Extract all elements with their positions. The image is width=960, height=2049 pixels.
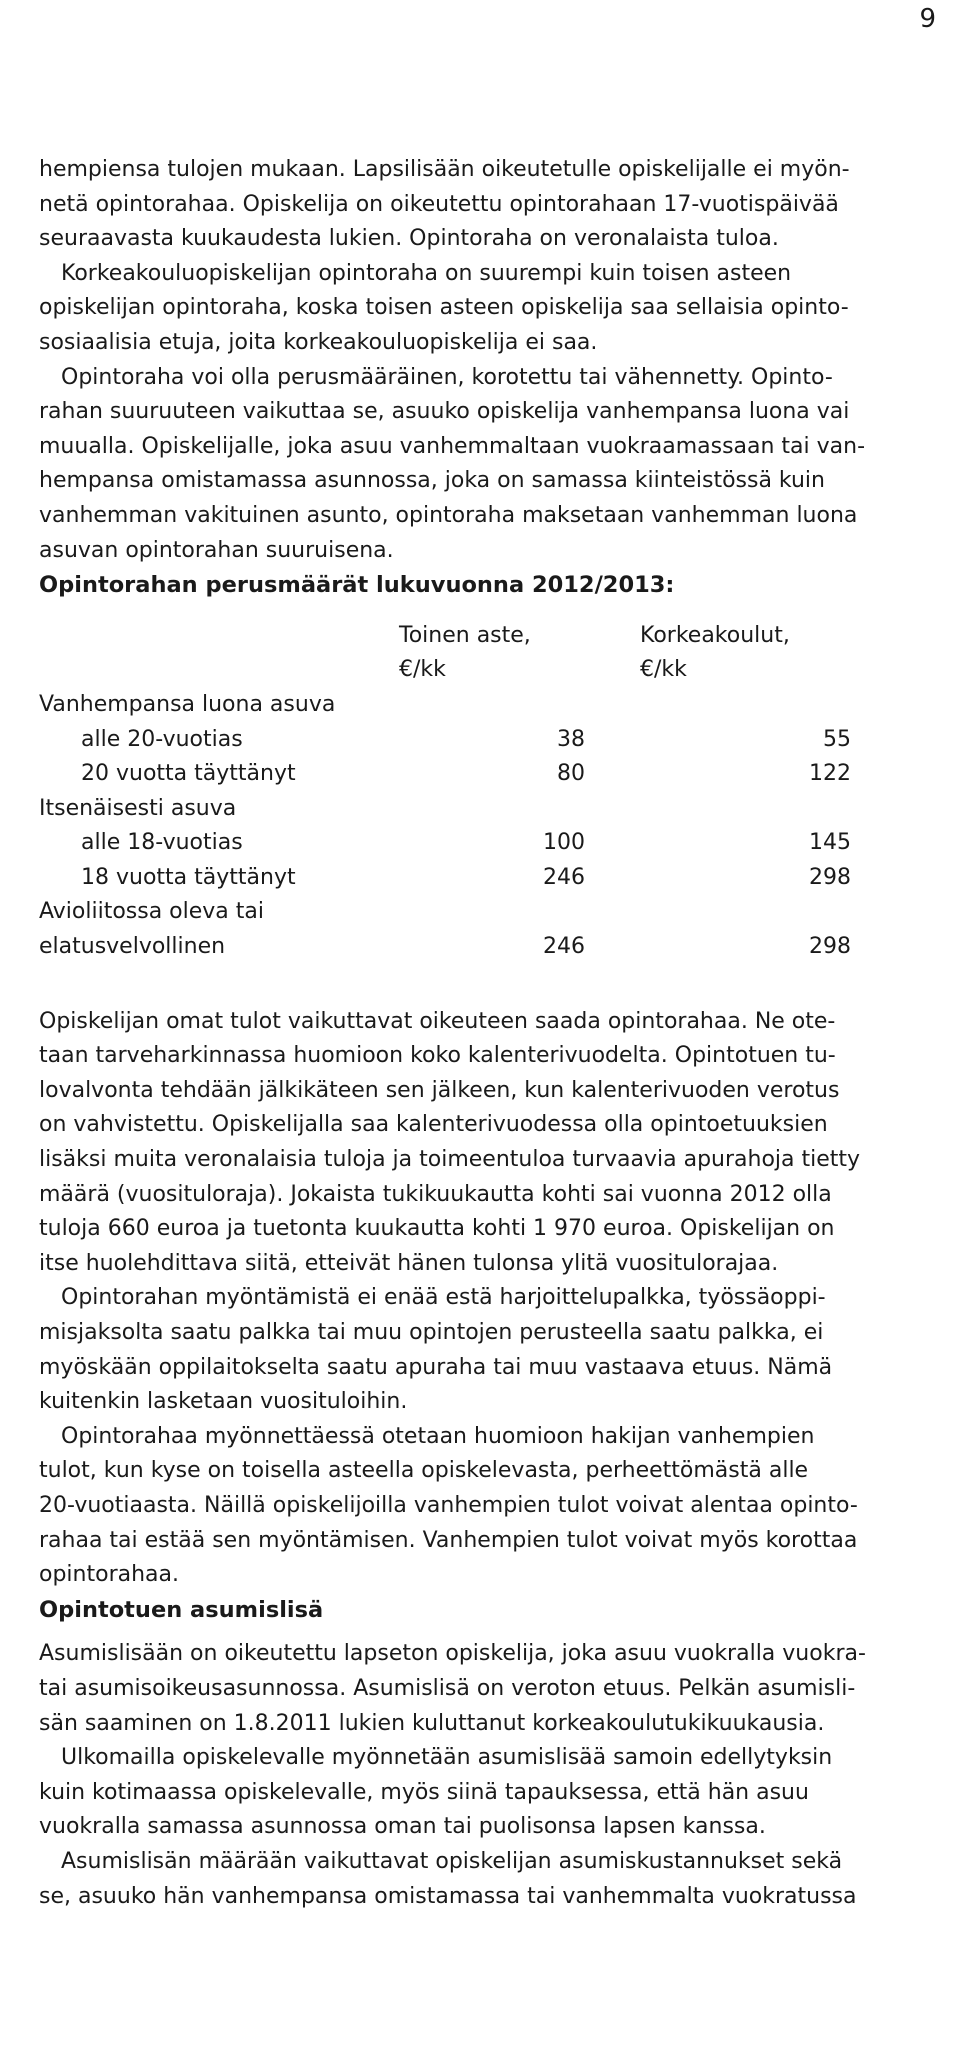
text-line: rahaa tai estää sen myöntämisen. Vanhempien tulot voivat myös korottaa: [39, 1527, 858, 1553]
higher-ed-value: 122: [809, 761, 851, 787]
text-line: Asumislisän määrään vaikuttavat opiskelijan asumiskustannukset sekä: [61, 1848, 843, 1874]
table-body: [39, 688, 949, 965]
text-line: Ulkomailla opiskelevalle myönnetään asumislisää samoin edellytyksin: [61, 1745, 833, 1771]
page-number: 9: [919, 4, 936, 34]
text-line: Opiskelijan omat tulot vaikuttavat oikeuteen saada opintorahaa. Ne ote-: [39, 1008, 836, 1034]
text-line: taan tarveharkinnassa huomioon koko kalenterivuodelta. Opintotuen tu-: [39, 1043, 836, 1069]
table-row: [39, 861, 949, 896]
table-row: [39, 895, 949, 930]
text-line: vuokralla samassa asunnossa oman tai puolisonsa lapsen kanssa.: [39, 1814, 766, 1840]
text-line: rahan suuruuteen vaikuttaa se, asuuko opiskelija vanhempansa luona vai: [39, 399, 850, 425]
text-line: asuvan opintorahan suuruisena.: [39, 537, 394, 563]
text-line: itse huolehdittava siitä, etteivät hänen tulonsa ylitä vuositulorajaa.: [39, 1250, 779, 1276]
table-row: [39, 930, 949, 965]
text-line: on vahvistettu. Opiskelijalla saa kalenterivuodessa olla opintoetuuksien: [39, 1112, 828, 1138]
text-line: määrä (vuosituloraja). Jokaista tukikuukautta kohti sai vuonna 2012 olla: [39, 1181, 832, 1207]
text-line: tai asumisoikeusasunnossa. Asumislisä on veroton etuus. Pelkän asumisli-: [39, 1675, 856, 1701]
col-higher-ed-unit: €/kk: [640, 657, 687, 683]
text-line: seuraavasta kuukaudesta lukien. Opintoraha on veronalaista tuloa.: [39, 226, 779, 252]
row-label: 18 vuotta täyttänyt: [81, 864, 296, 890]
secondary-value: 246: [543, 864, 585, 890]
allowance-table: [39, 619, 949, 965]
row-label: alle 20-vuotias: [81, 726, 243, 752]
row-label: Avioliitossa oleva tai: [39, 899, 264, 925]
text-line: myöskään oppilaitokselta saatu apuraha tai muu vastaava etuus. Nämä: [39, 1354, 833, 1380]
row-label: Vanhempansa luona asuva: [39, 691, 336, 717]
row-label: elatusvelvollinen: [39, 934, 226, 960]
text-line: tuloja 660 euroa ja tuetonta kuukautta kohti 1 970 euroa. Opiskelijan on: [39, 1216, 835, 1242]
table-row: [39, 688, 949, 723]
text-line: sosiaalisia etuja, joita korkeakouluopiskelija ei saa.: [39, 329, 598, 355]
housing-heading: Opintotuen asumislisä: [39, 1596, 324, 1623]
text-line: misjaksolta saatu palkka tai muu opintojen perusteella saatu palkka, ei: [39, 1320, 824, 1345]
table-row: [39, 826, 949, 861]
text-line: 20-vuotiaasta. Näillä opiskelijoilla vanhempien tulot voivat alentaa opinto-: [39, 1492, 858, 1518]
text-line: kuitenkin lasketaan vuosituloihin.: [39, 1389, 408, 1415]
text-line: opintorahaa.: [39, 1562, 179, 1588]
housing-paragraphs: [39, 1637, 949, 1914]
higher-ed-value: 298: [809, 864, 851, 890]
text-line: Opintoraha voi olla perusmääräinen, korotettu tai vähennetty. Opinto-: [61, 364, 833, 390]
table-row: [39, 792, 949, 827]
intro-paragraphs: [39, 153, 949, 568]
text-line: lisäksi muita veronalaisia tuloja ja toimeentuloa turvaavia apurahoja tietty: [39, 1147, 861, 1173]
text-line: Opintorahaa myönnettäessä otetaan huomioon hakijan vanhempien: [61, 1423, 815, 1449]
secondary-value: 38: [557, 726, 585, 752]
text-line: tulot, kun kyse on toisella asteella opiskelevasta, perheettömästä alle: [39, 1458, 809, 1484]
table-row: [39, 757, 949, 792]
text-line: netä opintorahaa. Opiskelija on oikeutettu opintorahaan 17-vuotispäivää: [39, 191, 839, 217]
text-line: muualla. Opiskelijalle, joka asuu vanhemmaltaan vuokraamassaan tai van-: [39, 433, 866, 459]
income-paragraphs: [39, 1005, 949, 1593]
secondary-value: 80: [557, 761, 585, 787]
col-secondary-header: Toinen aste,: [399, 622, 531, 648]
col-higher-ed-header: Korkeakoulut,: [640, 622, 790, 648]
text-line: hempansa omistamassa asunnossa, joka on samassa kiinteistössä kuin: [39, 468, 825, 494]
secondary-value: 246: [543, 934, 585, 960]
row-label: alle 18-vuotias: [81, 830, 243, 856]
table-row: [39, 723, 949, 758]
text-line: vanhemman vakituinen asunto, opintoraha maksetaan vanhemman luona: [39, 502, 858, 528]
row-label: 20 vuotta täyttänyt: [81, 761, 296, 787]
higher-ed-value: 145: [809, 830, 851, 856]
higher-ed-value: 55: [823, 726, 851, 752]
col-secondary-unit: €/kk: [399, 657, 446, 683]
higher-ed-value: 298: [809, 934, 851, 960]
table-heading: Opintorahan perusmäärät lukuvuonna 2012/2013:: [39, 572, 675, 599]
table-header-row-2: [39, 653, 949, 688]
page-content: [39, 153, 949, 1914]
text-line: Asumislisään on oikeutettu lapseton opiskelija, joka asuu vuokralla vuokra-: [39, 1641, 866, 1667]
text-line: sän saaminen on 1.8.2011 lukien kuluttanut korkeakoulutukikuukausia.: [39, 1710, 825, 1736]
row-label: Itsenäisesti asuva: [39, 795, 237, 821]
text-line: se, asuuko hän vanhempansa omistamassa tai vanhemmalta vuokratussa: [39, 1883, 857, 1909]
text-line: Opintorahan myöntämistä ei enää estä harjoittelupalkka, työssäoppi-: [61, 1285, 826, 1311]
table-header-row-1: [39, 619, 949, 654]
text-line: kuin kotimaassa opiskelevalle, myös siinä tapauksessa, että hän asuu: [39, 1779, 809, 1805]
text-line: Korkeakouluopiskelijan opintoraha on suurempi kuin toisen asteen: [61, 260, 792, 286]
text-line: hempiensa tulojen mukaan. Lapsilisään oikeutetulle opiskelijalle ei myön-: [39, 157, 850, 182]
text-line: lovalvonta tehdään jälkikäteen sen jälkeen, kun kalenterivuoden verotus: [39, 1077, 840, 1103]
secondary-value: 100: [543, 830, 585, 856]
text-line: opiskelijan opintoraha, koska toisen asteen opiskelija saa sellaisia opinto-: [39, 295, 849, 321]
